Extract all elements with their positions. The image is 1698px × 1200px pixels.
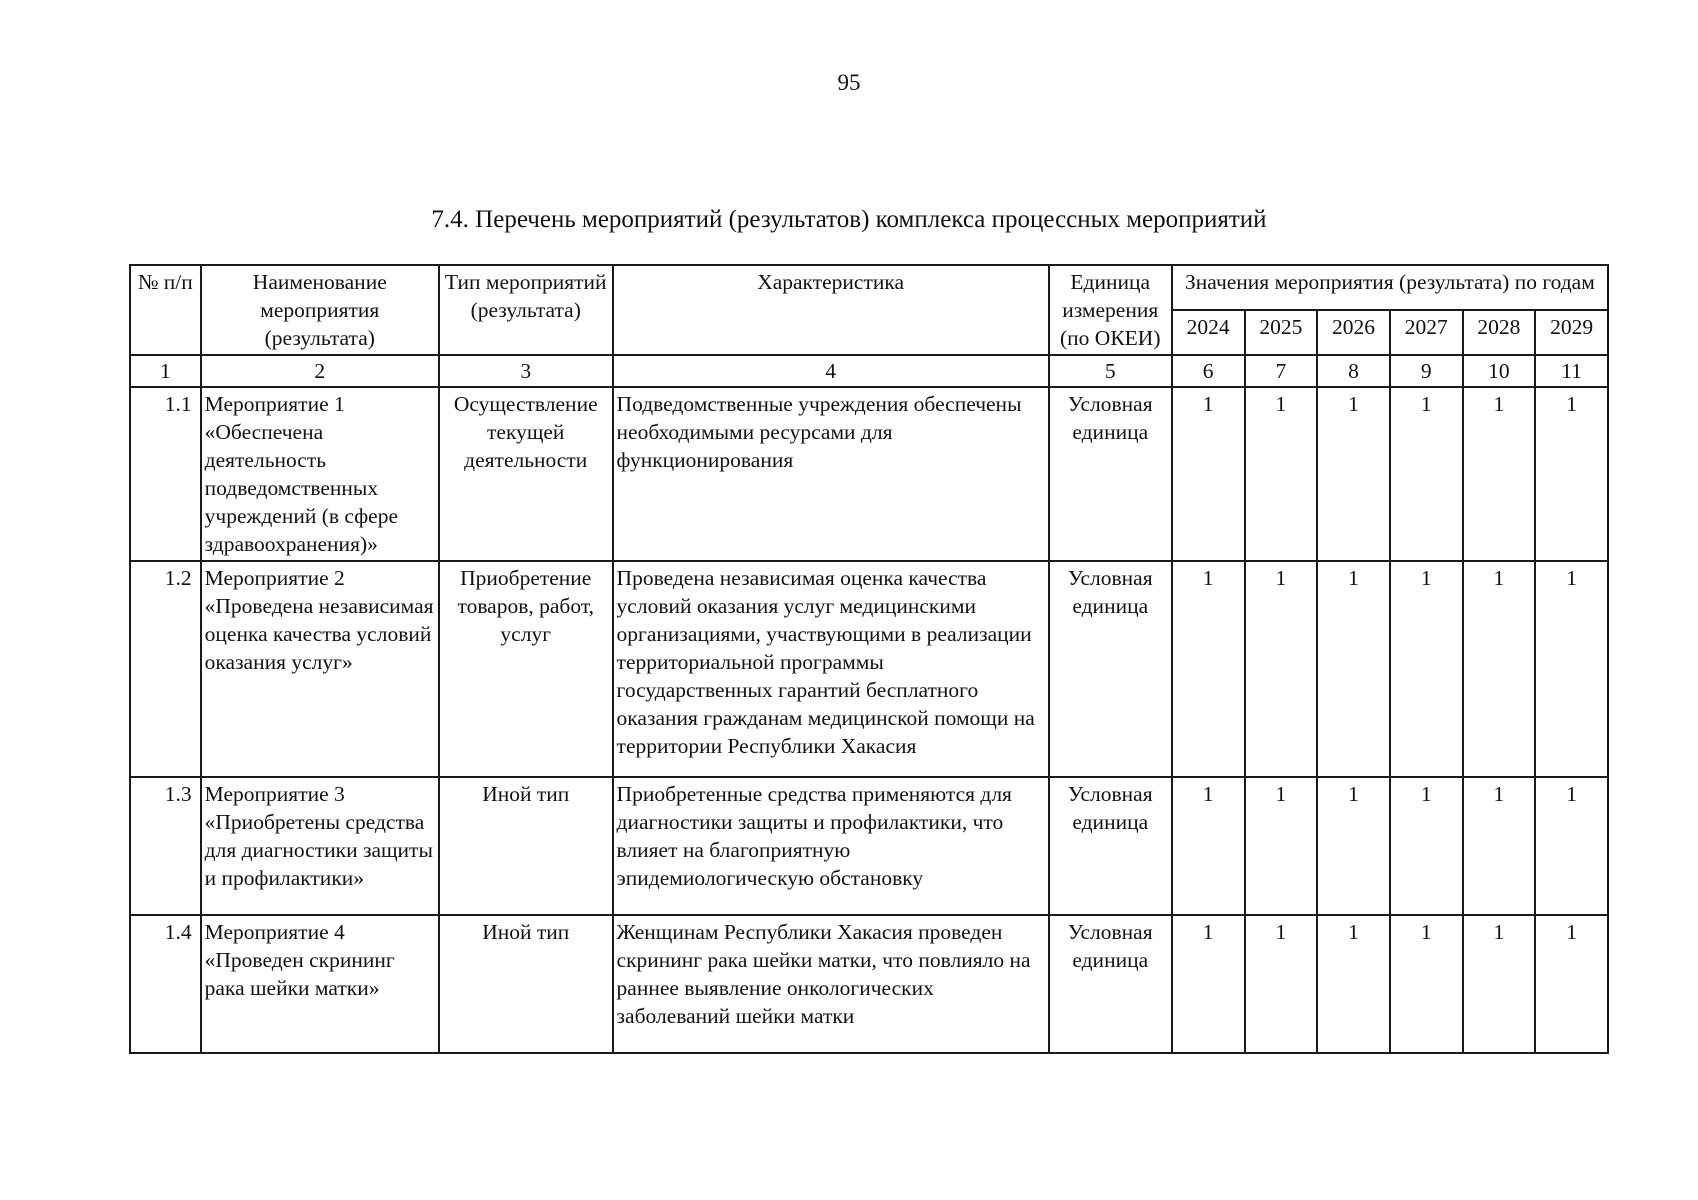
column-number: 4	[613, 355, 1049, 387]
year-header: 2025	[1245, 310, 1318, 355]
row-value: 1	[1317, 561, 1390, 777]
row-characteristic: Проведена независимая оценка качества условий оказания услуг медицинскими организациями, участвующими в реализации территориальной программы государственных гарантий бесплатного оказания гражданам медицинской помощи на территории Республики Хакасия	[613, 561, 1049, 777]
table-row	[130, 915, 1608, 1053]
column-number-row	[130, 355, 1608, 387]
row-name: Мероприятие 2 «Проведена независимая оценка качества условий оказания услуг»	[201, 561, 439, 777]
row-unit: Условная единица	[1049, 387, 1172, 561]
row-value: 1	[1390, 387, 1463, 561]
column-number: 7	[1245, 355, 1318, 387]
row-value: 1	[1535, 561, 1608, 777]
row-unit: Условная единица	[1049, 915, 1172, 1053]
table-row	[130, 777, 1608, 915]
year-header: 2029	[1535, 310, 1608, 355]
table-row	[130, 561, 1608, 777]
column-number: 2	[201, 355, 439, 387]
row-num: 1.2	[130, 561, 201, 777]
row-name: Мероприятие 4 «Проведен скрининг рака шейки матки»	[201, 915, 439, 1053]
year-header: 2028	[1463, 310, 1536, 355]
row-value: 1	[1317, 777, 1390, 915]
header-unit: Единица измерения (по ОКЕИ)	[1049, 265, 1172, 355]
row-value: 1	[1390, 561, 1463, 777]
row-characteristic: Приобретенные средства применяются для диагностики защиты и профилактики, что влияет на благоприятную эпидемиологическую обстановку	[613, 777, 1049, 915]
row-value: 1	[1245, 387, 1318, 561]
table-row	[130, 387, 1608, 561]
row-name: Мероприятие 3 «Приобретены средства для диагностики защиты и профилактики»	[201, 777, 439, 915]
row-value: 1	[1390, 915, 1463, 1053]
table-title: 7.4. Перечень мероприятий (результатов) комплекса процессных мероприятий	[431, 206, 1267, 233]
header-row	[130, 265, 1608, 310]
row-value: 1	[1535, 915, 1608, 1053]
page-number: 95	[837, 70, 861, 95]
row-value: 1	[1463, 387, 1536, 561]
column-number: 9	[1390, 355, 1463, 387]
column-number: 1	[130, 355, 201, 387]
row-num: 1.1	[130, 387, 201, 561]
row-value: 1	[1172, 915, 1245, 1053]
row-type: Приобретение товаров, работ, услуг	[439, 561, 613, 777]
column-number: 3	[439, 355, 613, 387]
column-number: 11	[1535, 355, 1608, 387]
row-unit: Условная единица	[1049, 777, 1172, 915]
row-type: Иной тип	[439, 915, 613, 1053]
row-value: 1	[1172, 777, 1245, 915]
row-value: 1	[1245, 777, 1318, 915]
row-type: Иной тип	[439, 777, 613, 915]
header-type: Тип мероприятий (результата)	[439, 265, 613, 355]
measures-table	[129, 264, 1609, 1054]
row-value: 1	[1390, 777, 1463, 915]
year-header: 2024	[1172, 310, 1245, 355]
row-characteristic: Женщинам Республики Хакасия проведен скрининг рака шейки матки, что повлияло на раннее выявление онкологических заболеваний шейки матки	[613, 915, 1049, 1053]
column-number: 6	[1172, 355, 1245, 387]
row-type: Осуществление текущей деятельности	[439, 387, 613, 561]
header-name: Наименование мероприятия (результата)	[201, 265, 439, 355]
row-num: 1.4	[130, 915, 201, 1053]
row-value: 1	[1463, 915, 1536, 1053]
year-header: 2027	[1390, 310, 1463, 355]
row-num: 1.3	[130, 777, 201, 915]
row-value: 1	[1245, 915, 1318, 1053]
row-value: 1	[1172, 387, 1245, 561]
row-unit: Условная единица	[1049, 561, 1172, 777]
row-value: 1	[1172, 561, 1245, 777]
row-value: 1	[1535, 777, 1608, 915]
row-value: 1	[1463, 561, 1536, 777]
row-characteristic: Подведомственные учреждения обеспечены необходимыми ресурсами для функционирования	[613, 387, 1049, 561]
row-value: 1	[1535, 387, 1608, 561]
header-num: № п/п	[130, 265, 201, 355]
row-value: 1	[1317, 915, 1390, 1053]
header-characteristic: Характеристика	[613, 265, 1049, 355]
row-value: 1	[1463, 777, 1536, 915]
row-name: Мероприятие 1 «Обеспечена деятельность подведомственных учреждений (в сфере здравоохранения)»	[201, 387, 439, 561]
column-number: 5	[1049, 355, 1172, 387]
year-header: 2026	[1317, 310, 1390, 355]
header-values: Значения мероприятия (результата) по годам	[1172, 265, 1608, 310]
row-value: 1	[1245, 561, 1318, 777]
column-number: 10	[1463, 355, 1536, 387]
column-number: 8	[1317, 355, 1390, 387]
row-value: 1	[1317, 387, 1390, 561]
